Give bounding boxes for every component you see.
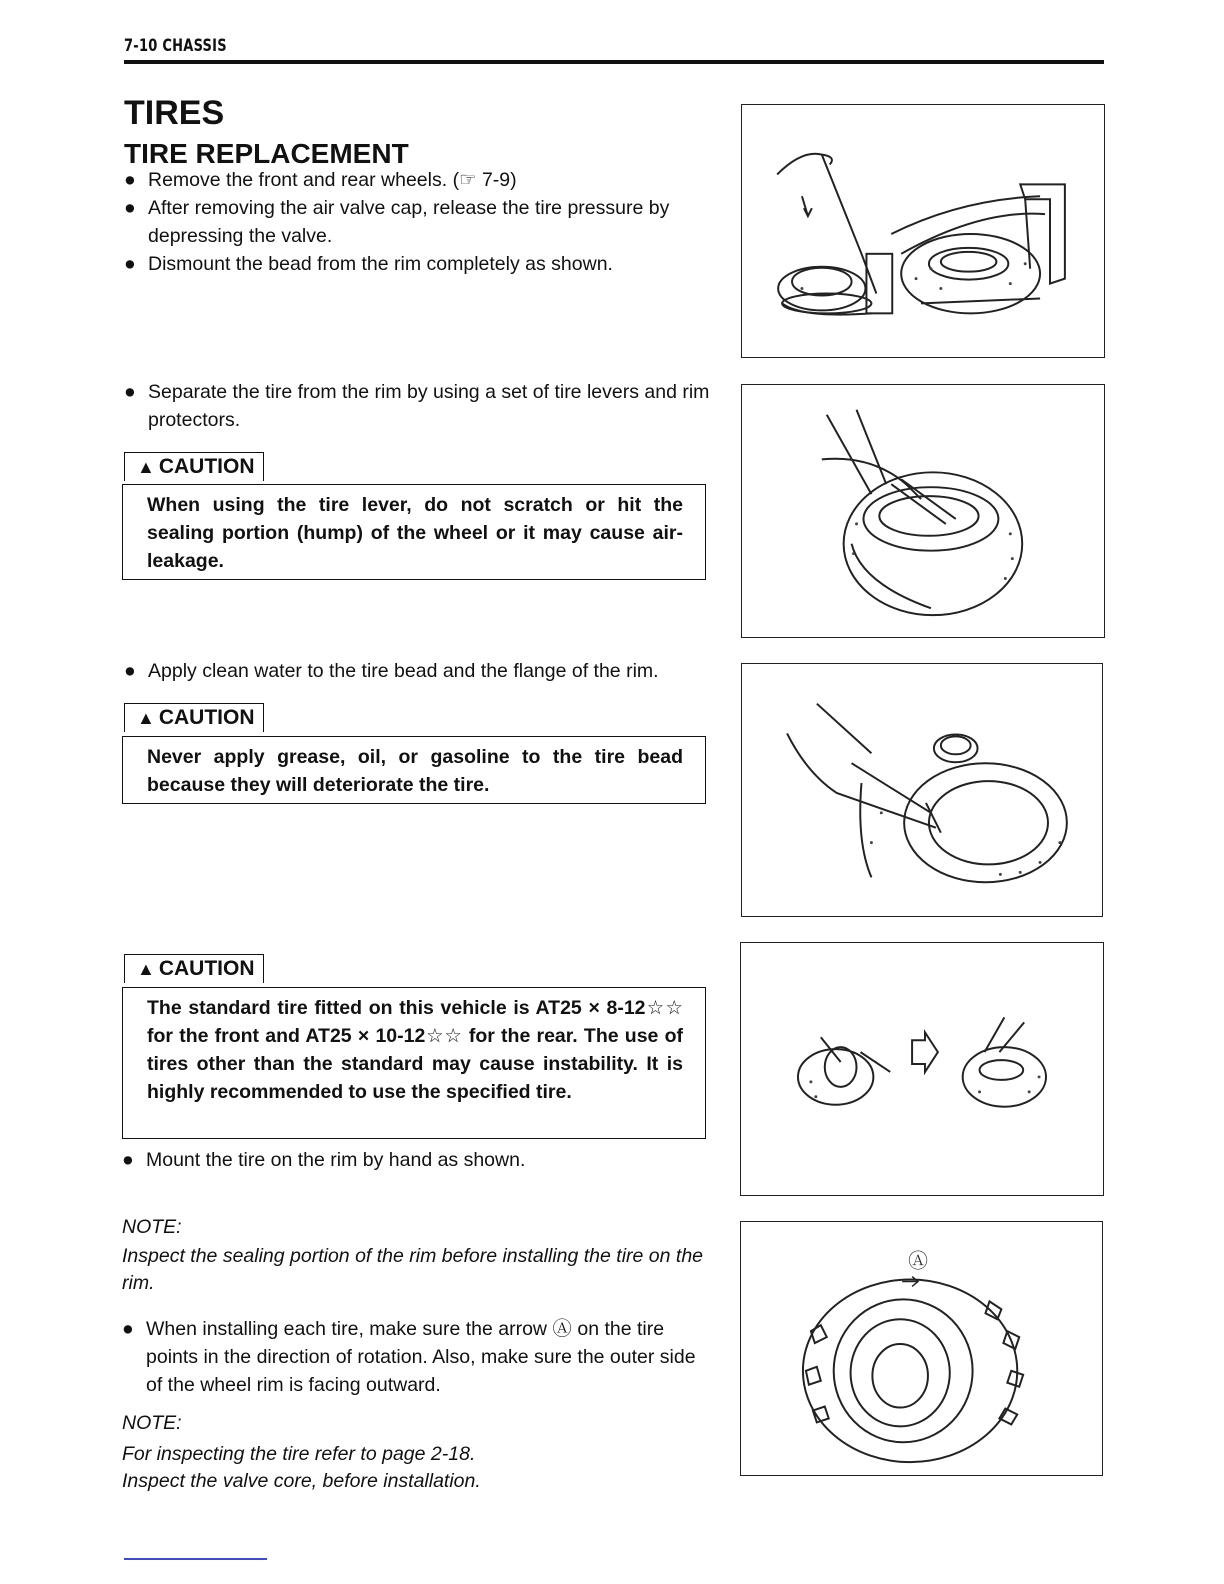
caution-label: CAUTION <box>158 706 255 729</box>
bullet-text: When installing each tire, make sure the arrow Ⓐ on the tire points in the direction of rotation. Also, make sure the outer side of the wheel rim is facing outward. <box>146 1318 696 1396</box>
warning-triangle-icon: ▲ <box>137 708 155 728</box>
figure-tire-direction <box>740 1221 1103 1476</box>
note-label-2: NOTE: <box>122 1412 182 1434</box>
caution-box-1: When using the tire lever, do not scratch or hit the sealing portion (hump) of the wheel or it may cause air-leakage. <box>122 484 706 580</box>
note-text-1: Inspect the sealing portion of the rim before installing the tire on the rim. <box>122 1245 704 1294</box>
figure-tire-levers <box>741 384 1105 638</box>
note-line: For inspecting the tire refer to page 2-18. <box>122 1443 476 1465</box>
bullet-text: Remove the front and rear wheels. (☞ 7-9) <box>148 169 517 191</box>
bullet-mount-tire: ● Mount the tire on the rim by hand as shown. <box>122 1149 526 1171</box>
mount-tire-illustration <box>741 943 1103 1195</box>
bullet-text: Dismount the bead from the rim completely as shown. <box>148 253 613 275</box>
caution-box-3: The standard tire fitted on this vehicle is AT25 × 8-12☆☆ for the front and AT25 × 10-12☆☆ for the rear. The use of tires other than the standard may cause instability. It is highly recommended to use the specified tire. <box>122 987 706 1139</box>
figure-mount-tire <box>740 942 1104 1196</box>
arrow-a-label: Ⓐ <box>908 1250 928 1273</box>
note-label-1: NOTE: <box>122 1216 182 1238</box>
warning-triangle-icon: ▲ <box>137 959 155 979</box>
caution-label: CAUTION <box>158 957 255 980</box>
bullet-dismount-bead: ● Dismount the bead from the rim completely as shown. <box>124 253 613 275</box>
caution-box-2: Never apply grease, oil, or gasoline to the tire bead because they will deteriorate the tire. <box>122 736 706 804</box>
bullet-apply-water: ● Apply clean water to the tire bead and the flange of the rim. <box>124 660 659 682</box>
header-rule <box>124 60 1104 64</box>
tire-direction-illustration <box>741 1222 1102 1475</box>
caution-label: CAUTION <box>158 455 255 478</box>
section-title: TIRES <box>124 94 225 132</box>
bullet-text: Separate the tire from the rim by using a set of tire levers and rim protectors. <box>148 381 710 431</box>
note-text-2 <box>122 1441 712 1495</box>
bullet-release-pressure: ● After removing the air valve cap, release the tire pressure by depressing the valve. <box>124 197 670 247</box>
figure-bead-breaker <box>741 104 1105 358</box>
caution-tag-2 <box>124 703 264 732</box>
bullet-text: Mount the tire on the rim by hand as shown. <box>146 1149 526 1171</box>
note-line: Inspect the valve core, before installation. <box>122 1470 481 1492</box>
bullet-arrow-direction: ● When installing each tire, make sure the arrow Ⓐ on the tire points in the direction of rotation. Also, make sure the outer side of the wheel rim is facing outward. <box>122 1318 696 1396</box>
bead-breaker-illustration <box>742 105 1104 357</box>
caution-tag-1 <box>124 452 264 481</box>
bullet-text: After removing the air valve cap, release the tire pressure by depressing the valve. <box>148 197 670 247</box>
footer-link-underline <box>124 1558 267 1560</box>
figure-apply-water <box>741 663 1103 917</box>
section-subtitle: TIRE REPLACEMENT <box>124 138 409 169</box>
apply-water-illustration <box>742 664 1102 916</box>
tire-levers-illustration <box>742 385 1104 637</box>
caution-tag-3 <box>124 954 264 983</box>
bullet-remove-wheels: ● Remove the front and rear wheels. (☞ 7-9) <box>124 169 517 191</box>
bullet-separate-tire: ● Separate the tire from the rim by using a set of tire levers and rim protectors. <box>124 381 710 431</box>
page-header: 7-10 CHASSIS <box>124 36 227 56</box>
bullet-text: Apply clean water to the tire bead and the flange of the rim. <box>148 660 659 682</box>
warning-triangle-icon: ▲ <box>137 457 155 477</box>
